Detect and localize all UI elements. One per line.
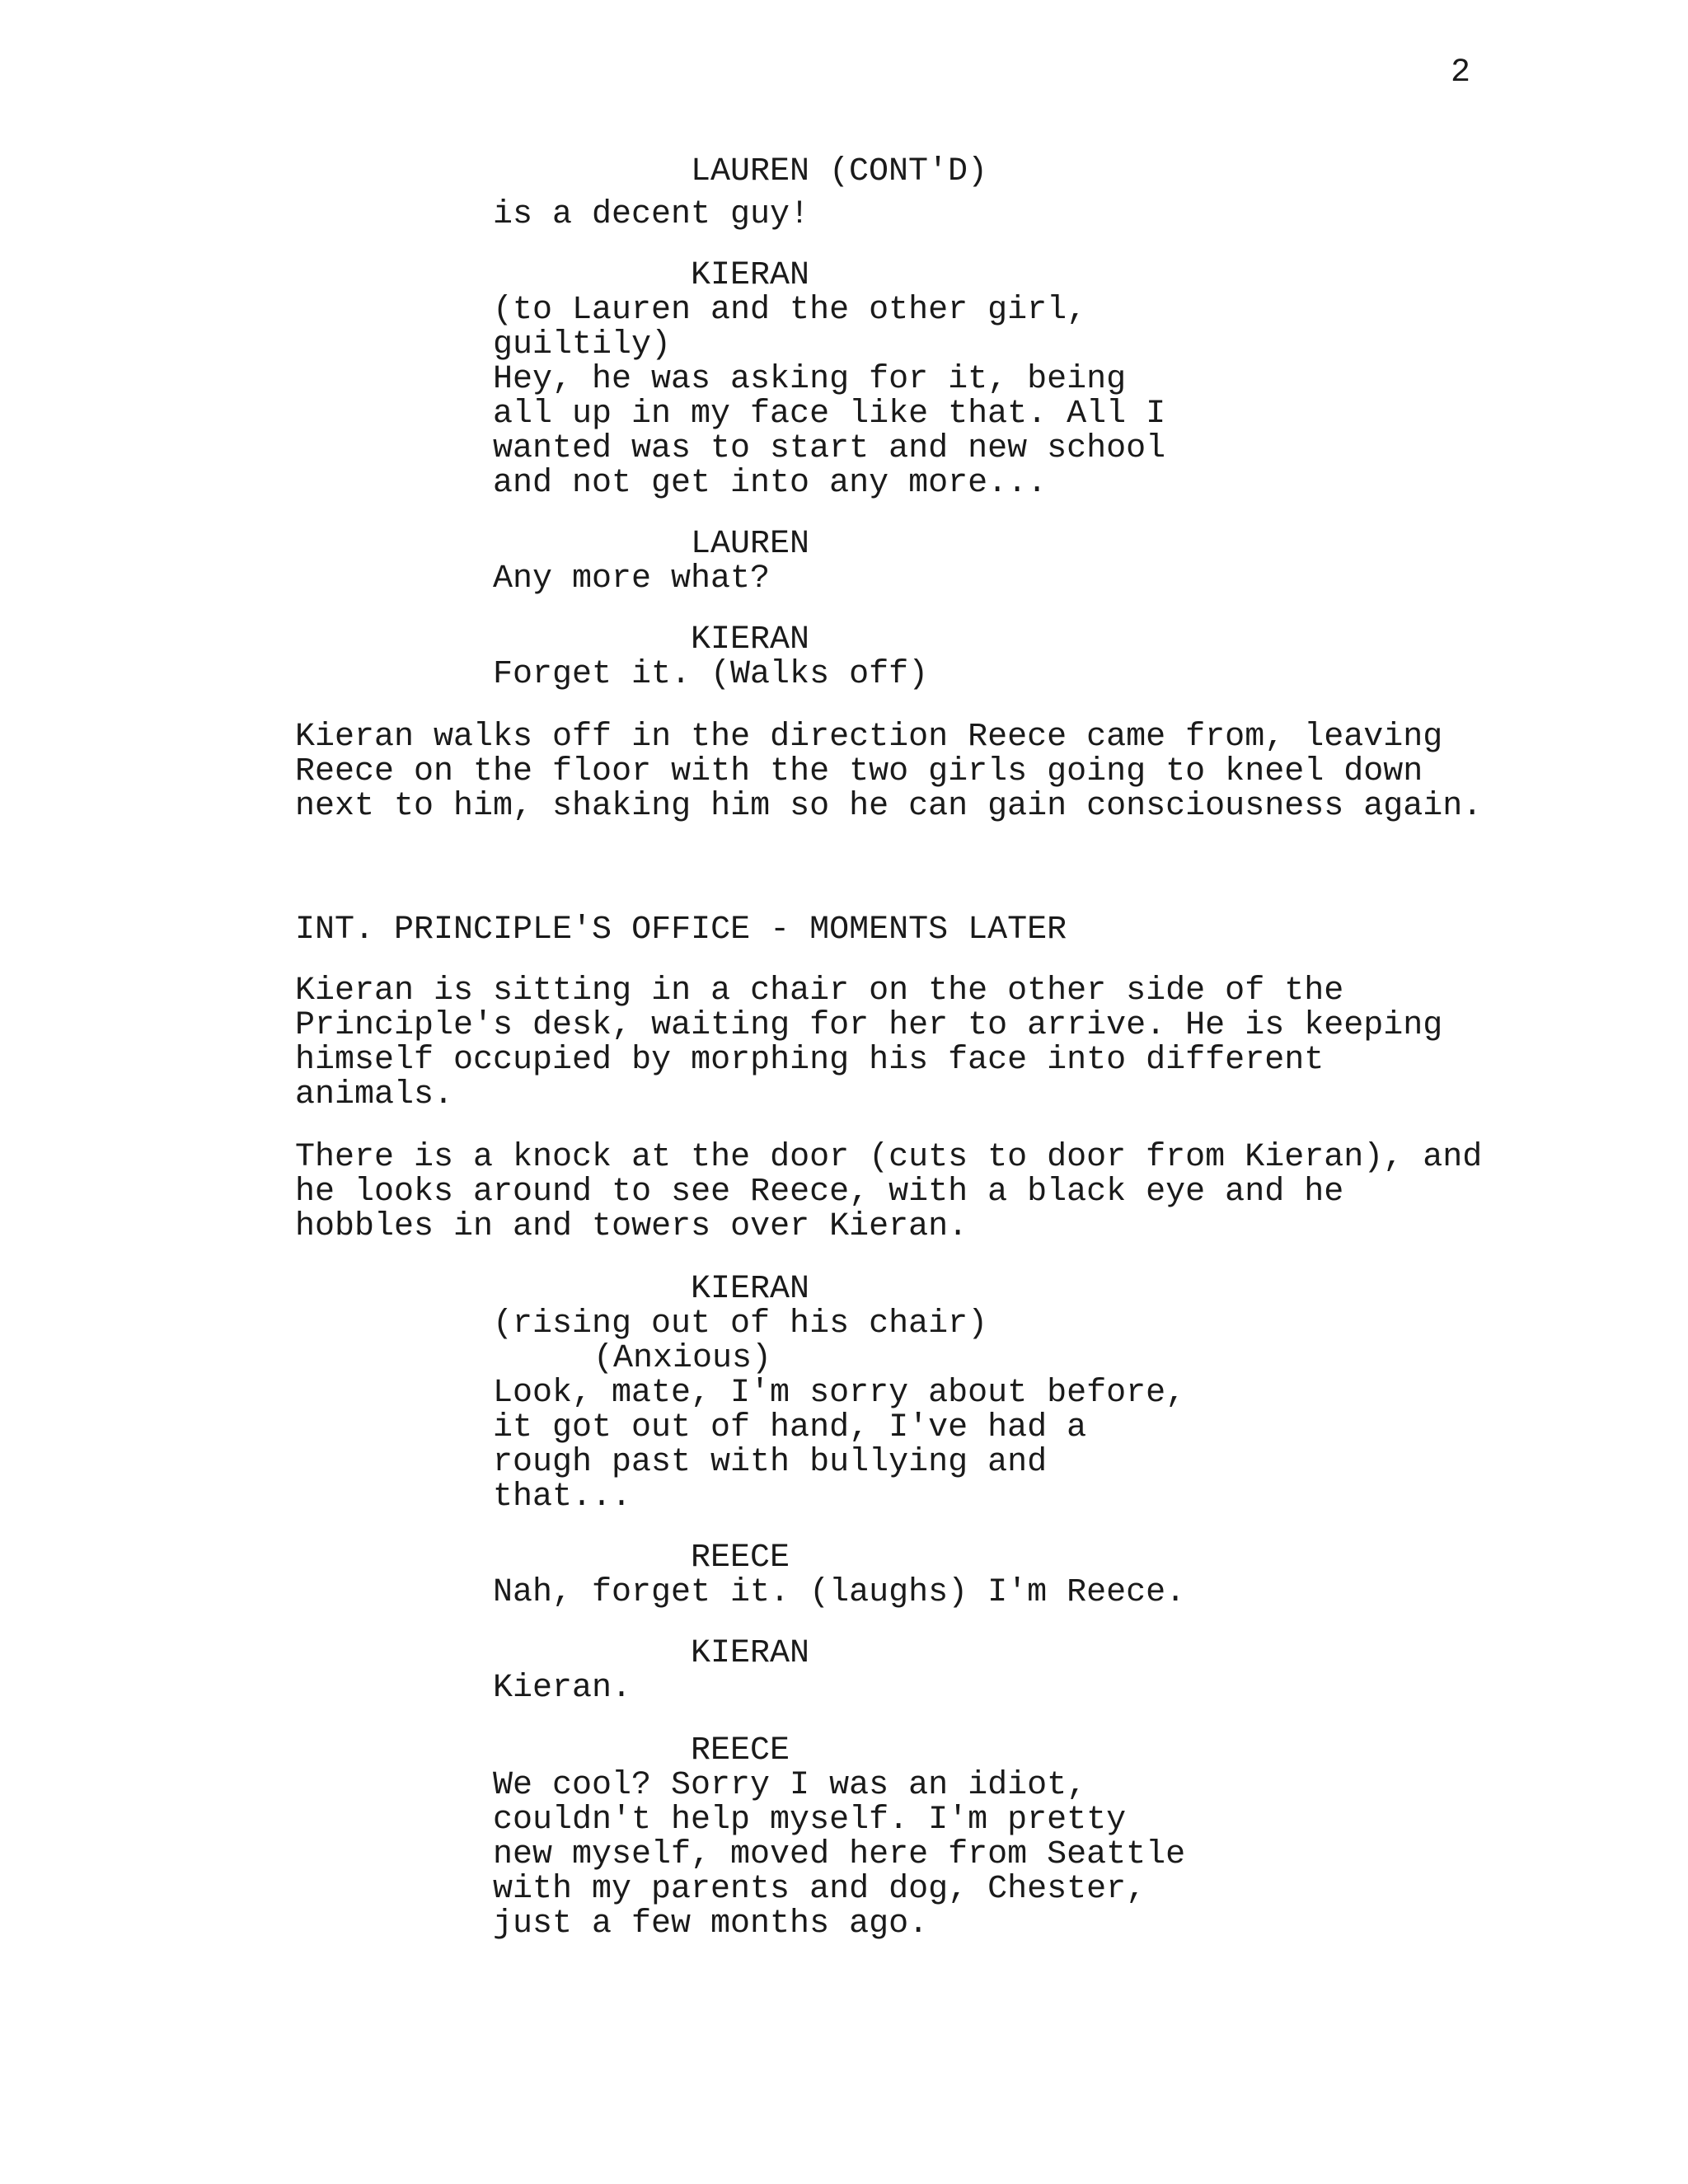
scene-heading: INT. PRINCIPLE'S OFFICE - MOMENTS LATER <box>295 912 1067 949</box>
dialogue-line: new myself, moved here from Seattle <box>493 1836 1186 1873</box>
character-cue-kieran: KIERAN <box>691 1635 810 1672</box>
action-line: hobbles in and towers over Kieran. <box>295 1208 968 1245</box>
dialogue-line: Hey, he was asking for it, being <box>493 361 1127 398</box>
dialogue-line: couldn't help myself. I'm pretty <box>493 1802 1127 1839</box>
page-number: 2 <box>1451 54 1471 91</box>
action-line: Principle's desk, waiting for her to arrive. He is keeping <box>295 1007 1443 1044</box>
dialogue-line: Look, mate, I'm sorry about before, <box>493 1375 1186 1412</box>
dialogue-line: all up in my face like that. All I <box>493 396 1166 433</box>
dialogue-line: Kieran. <box>493 1670 632 1707</box>
dialogue-line: We cool? Sorry I was an idiot, <box>493 1767 1087 1804</box>
action-line: Kieran walks off in the direction Reece came from, leaving <box>295 719 1443 756</box>
dialogue-line: Any more what? <box>493 560 771 598</box>
character-cue-reece: REECE <box>691 1540 790 1577</box>
dialogue-line: just a few months ago. <box>493 1905 929 1943</box>
dialogue-line: rough past with bullying and <box>493 1444 1048 1481</box>
action-line: Reece on the floor with the two girls going to kneel down <box>295 753 1423 790</box>
character-cue-lauren-contd: LAUREN (CONT'D) <box>691 153 988 190</box>
action-line: he looks around to see Reece, with a black eye and he <box>295 1174 1344 1211</box>
action-line: next to him, shaking him so he can gain consciousness again. <box>295 788 1483 825</box>
character-cue-reece: REECE <box>691 1732 790 1769</box>
action-line: himself occupied by morphing his face into different <box>295 1042 1325 1079</box>
dialogue-line: Forget it. (Walks off) <box>493 656 929 693</box>
dialogue-line: is a decent guy! <box>493 196 810 233</box>
dialogue-line: that... <box>493 1479 632 1516</box>
parenthetical: guiltily) <box>493 326 672 363</box>
character-cue-kieran: KIERAN <box>691 1271 810 1308</box>
character-cue-kieran: KIERAN <box>691 621 810 658</box>
action-line: There is a knock at the door (cuts to door from Kieran), and <box>295 1139 1483 1176</box>
character-cue-lauren: LAUREN <box>691 526 810 563</box>
parenthetical: (to Lauren and the other girl, <box>493 292 1087 329</box>
dialogue-line: wanted was to start and new school <box>493 430 1166 467</box>
dialogue-line: it got out of hand, I've had a <box>493 1409 1087 1446</box>
action-line: Kieran is sitting in a chair on the other side of the <box>295 972 1344 1010</box>
dialogue-line: and not get into any more... <box>493 465 1048 502</box>
parenthetical: (rising out of his chair) <box>493 1305 988 1343</box>
character-cue-kieran: KIERAN <box>691 257 810 294</box>
parenthetical: (Anxious) <box>593 1340 772 1377</box>
dialogue-line: with my parents and dog, Chester, <box>493 1871 1146 1908</box>
action-line: animals. <box>295 1076 454 1113</box>
dialogue-line: Nah, forget it. (laughs) I'm Reece. <box>493 1574 1186 1611</box>
